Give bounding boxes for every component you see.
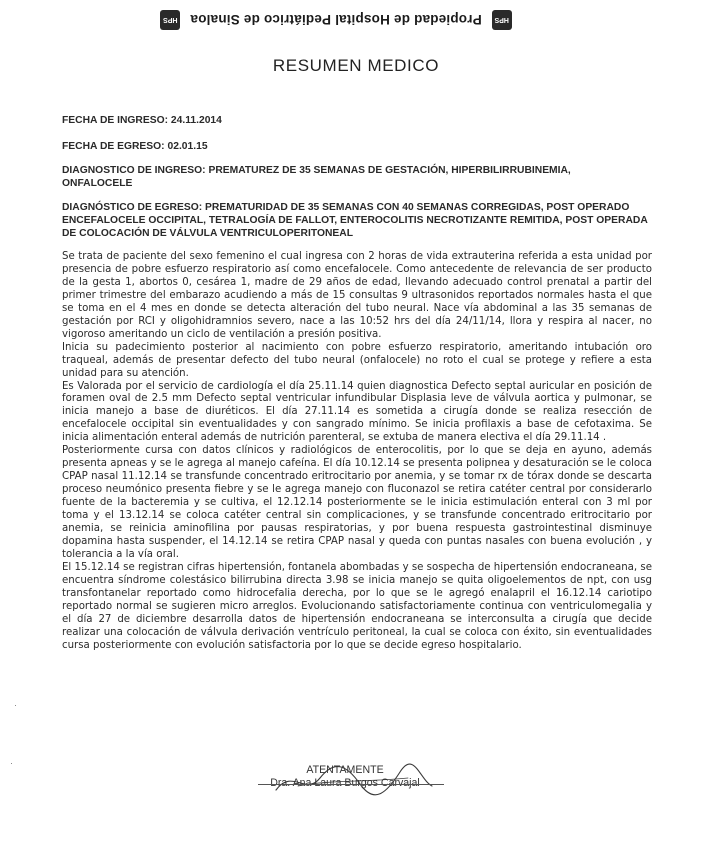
summary-paragraph: Posteriormente cursa con datos clínicos y radiológicos de enterocolitis, por lo que se deja en ayuno, además presenta apneas y se le agrega al manejo cafeína. El día 10.12.14 se presenta polipnea y desaturación se le coloca CPAP nasal 11.12.14 se transfunde concentrado eritrocitario por anemia, y se tomar rx de tórax donde se descarta proceso neumónico presenta fiebre y se le agrega manejo con fluconazol se retira catéter central por considerarlo fuente de la bacteremia y se cultiva, el 12.12.14 posteriormente se le inicia estimulación enteral con 3 ml por toma y el 13.12.14 se coloca catéter central sin complicaciones, y se transfunde concentrado eritrocitario por anemia, se reinicia aminofilina por pausas respiratorias, y por buena respuesta gastrointestinal disminuye dopamina hasta suspender, el 14.12.14 se retira CPAP nasal y queda con puntas nasales con buena evolución , y tolerancia a la vía oral. — [62, 445, 652, 560]
discharge-date-label: FECHA DE EGRESO: — [62, 141, 165, 152]
admission-diagnosis-value: PREMATUREZ DE 35 SEMANAS DE GESTACIÓN, HIPERBILIRRUBINEMIA, ONFALOCELE — [62, 165, 571, 189]
summary-paragraph: Es Valorada por el servicio de cardiología el día 25.11.14 quien diagnostica Defecto septal auricular en posición de foramen oval de 2.5 mm Defecto septal ventricular infundibular Displasia leve de válvula aortica y pulmonar, se inicia manejo a base de diuréticos. El día 27.11.14 es sometida a cirugía donde se realiza resección de encefalocele occipital sin eventualidades y con sangrado mínimo. Se inicia profilaxis a base de cefotaxima. Se inicia alimentación enteral además de nutrición parenteral, se extuba de manera electiva el día 29.11.14 . — [62, 380, 652, 444]
closing-salutation: ATENTAMENTE — [306, 764, 384, 776]
discharge-diagnosis-label: DIAGNÓSTICO DE EGRESO: — [62, 202, 203, 213]
signature-line — [258, 784, 444, 785]
admission-diagnosis-label: DIAGNOSTICO DE INGRESO: — [62, 165, 206, 176]
discharge-diagnosis — [62, 201, 650, 240]
ownership-stamp — [150, 8, 522, 32]
summary-paragraph: Inicia su padecimiento posterior al nacimiento con pobre esfuerzo respiratorio, ameritando intubación oro traqueal, además de presentar defecto del tubo neural (onfalocele) no roto el cual se protege y refiere a esta unidad para su atención. — [62, 341, 652, 379]
summary-paragraph: El 15.12.14 se registran cifras hipertensión, fontanela abombadas y se sospecha de hipertensión endocraneana, se encuentra síndrome colestásico bilirrubina directa 3.98 se inicia manejo se quita oligoelementos de npt, con usg transfontanelar reportado como hidrocefalia derecha, por lo que se le agregó enalapril el 16.12.14 cariotipo reportado normal se sugieren micro arreglos. Evolucionando satisfactoriamente continua con ventriculomegalia y el día 27 de diciembre desarrolla datos de hipertensión endocraneana se interconsulta a cirugía que decide realizar una colocación de válvula derivación ventrículo peritoneal, la cual se coloca con éxito, sin eventualidades cursa posteriormente con evolución satisfactoria por lo que se decide egreso hospitalario. — [62, 561, 652, 651]
admission-date-label: FECHA DE INGRESO: — [62, 115, 169, 126]
margin-mark: · — [10, 758, 13, 768]
admission-diagnosis — [62, 164, 622, 190]
closing-block — [230, 764, 460, 790]
discharge-diagnosis-value: PREMATURIDAD DE 35 SEMANAS CON 40 SEMANAS CORREGIDAS, POST OPERADO ENCEFALOCELE OCCIPITAL, TETRALOGÍA DE FALLOT, ENTEROCOLITIS NECROTIZANTE REMITIDA, POST OPERADA DE COLOCACIÓN DE VÁLVULA VENTRICULOPERITONEAL — [62, 202, 648, 239]
doctor-name: Dra. Ana Laura Burgos Carvajal — [270, 777, 420, 789]
margin-mark: · — [14, 700, 17, 710]
admission-date-value: 24.11.2014 — [170, 115, 222, 126]
summary-paragraph: Se trata de paciente del sexo femenino el cual ingresa con 2 horas de vida extrauterina referida a esta unidad por presencia de pobre esfuerzo respiratorio así como encefalocele. Como antecedente de relevancia de ser producto de la gesta 1, abortos 0, cesárea 1, madre de 29 años de edad, llevando adecuado control prenatal a partir del primer trimestre del embarazo acudiendo a más de 15 consultas 9 ultrasonidos reportados normales hasta el que se toma en el 4 mes en donde se detecta alteración del tubo neural. Nace vía abdominal a las 35 semanas de gestación por RCI y oligohidramnios severo, nace a las 10:52 hrs del día 24/11/14, llora y respira al nacer, no vigoroso ameritando un ciclo de ventilación a presión positiva. — [62, 251, 652, 340]
clinical-summary — [62, 251, 652, 653]
discharge-date — [62, 140, 662, 153]
discharge-date-value: 02.01.15 — [167, 141, 208, 152]
hospital-logo-icon: HP S — [160, 10, 180, 30]
hospital-logo-icon: HP S — [492, 10, 512, 30]
admission-date — [62, 114, 662, 127]
document-title: RESUMEN MEDICO — [272, 56, 440, 75]
stamp-text: Propiedad de Hospital Pediátrico de Sinaloa — [190, 12, 482, 28]
